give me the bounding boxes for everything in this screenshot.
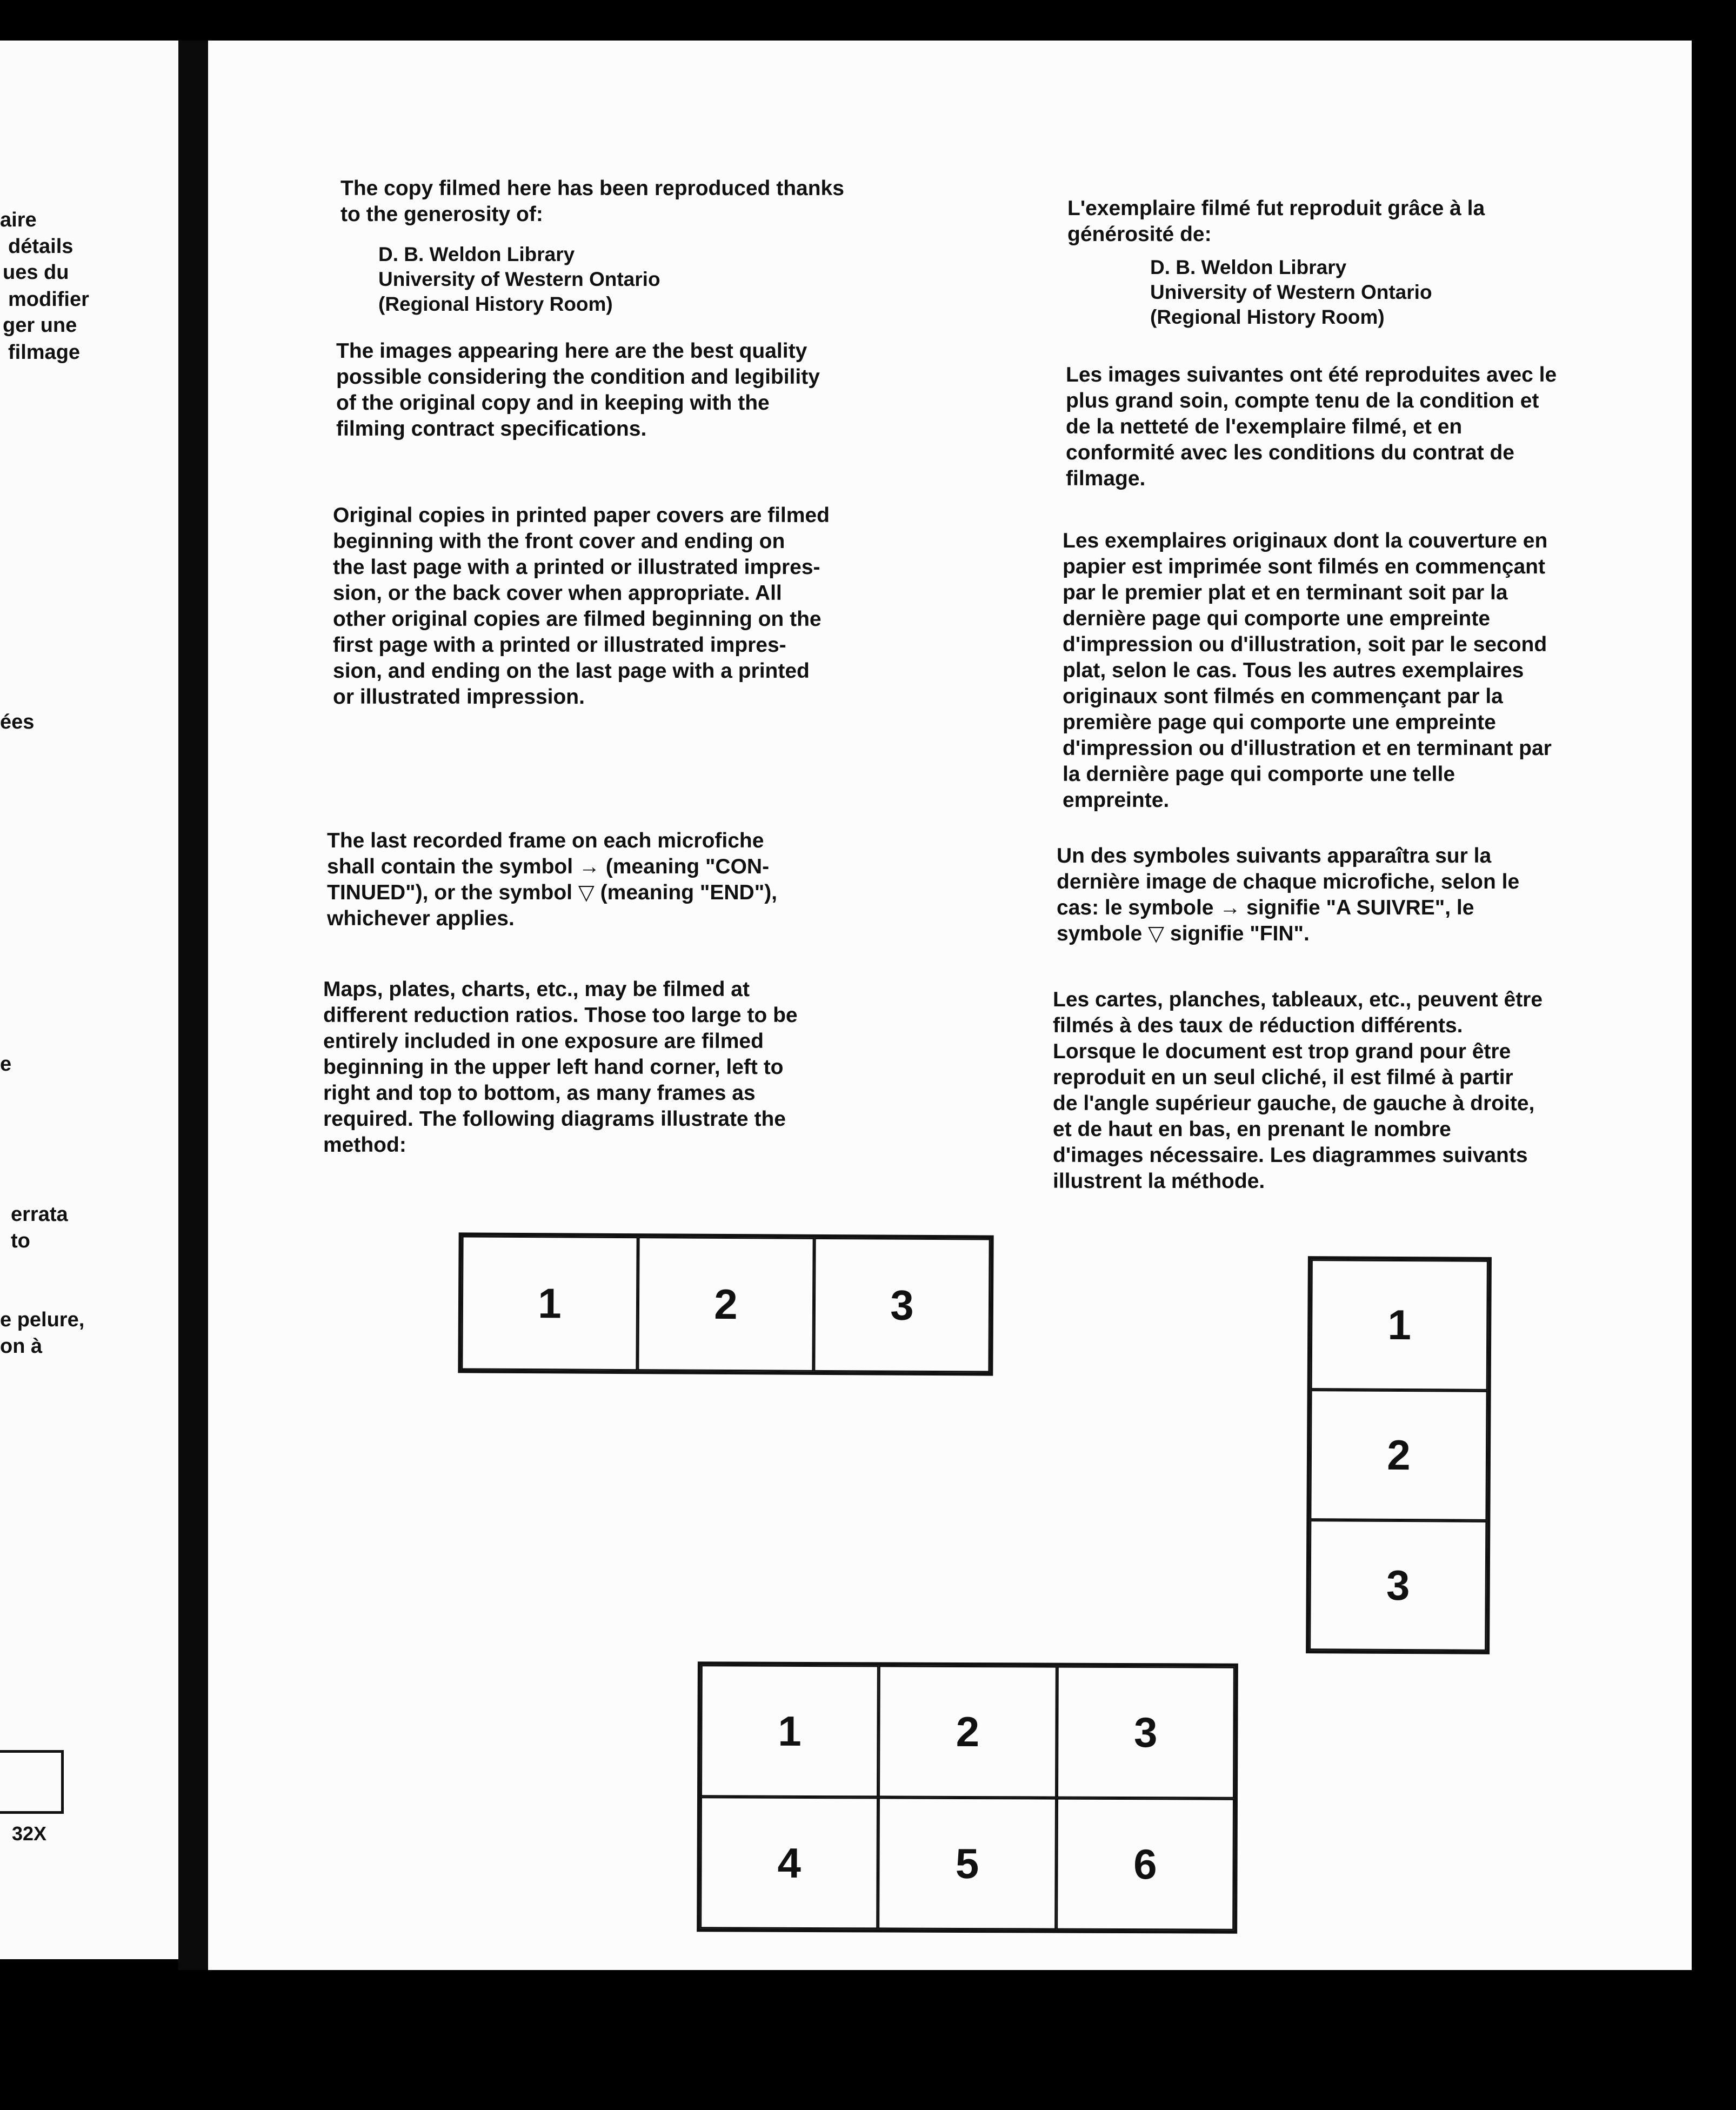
french-symbols-paragraph: Un des symboles suivants apparaîtra sur la dernière image de chaque microfiche, selon le cas: le symbole → signifie "A SUIVRE", le symbole ▽ signifie "FIN". bbox=[1057, 844, 1520, 945]
french-quality-paragraph: Les images suivantes ont été reproduites avec le plus grand soin, compte tenu de la condition et de la netteté de l'exemplaire filmé, et en conformité avec les conditions du contrat de filmage. bbox=[1066, 363, 1557, 490]
frame-cell: 2 bbox=[637, 1237, 814, 1372]
left-fragment: on à bbox=[0, 1335, 43, 1358]
frame-cell: 2 bbox=[878, 1665, 1057, 1798]
frame-cell: 4 bbox=[700, 1797, 878, 1929]
frame-cell: 3 bbox=[1309, 1520, 1487, 1651]
left-fragment: e bbox=[0, 1053, 12, 1076]
french-covers-paragraph: Les exemplaires originaux dont la couverture en papier est imprimée sont filmés en commençant par le premier plat et en terminant soit par la dernière page qui comporte une empreinte d'impression ou d'illustration, soit par le second plat, selon le cas. Tous les autres exemplaires originaux sont filmés en commençant par la première page qui comporte une empreinte d'impression ou d'illustration et en terminant par la dernière page qui comporte une telle empreinte. bbox=[1063, 529, 1552, 812]
left-fragment: errata bbox=[11, 1203, 68, 1226]
english-symbols-paragraph: The last recorded frame on each microfiche shall contain the symbol → (meaning "CON- TINUED"), or the symbol ▽ (meaning "END"), whichever applies. bbox=[327, 829, 778, 930]
left-fragment: e pelure, bbox=[0, 1308, 85, 1331]
vertical-frames-diagram bbox=[1306, 1256, 1492, 1654]
left-fragment: filmage bbox=[8, 341, 81, 364]
french-address: D. B. Weldon Library University of Western Ontario (Regional History Room) bbox=[1150, 256, 1432, 328]
english-intro: The copy filmed here has been reproduced thanks to the generosity of: bbox=[340, 177, 844, 226]
frame-cell: 3 bbox=[1057, 1666, 1235, 1799]
left-fragment: ées bbox=[0, 711, 35, 733]
page-gutter bbox=[178, 41, 208, 1970]
frame-cell: 6 bbox=[1056, 1798, 1234, 1931]
french-maps-paragraph: Les cartes, planches, tableaux, etc., peuvent être filmés à des taux de réduction différents. Lorsque le document est trop grand pour être reproduit en un seul cliché, il est filmé à partir de l'angle supérieur gauche, de gauche à droite, et de haut en bas, en prenant le nombre d'images nécessaire. Les diagrammes suivants illustrent la méthode. bbox=[1053, 988, 1543, 1193]
horizontal-frames-diagram bbox=[458, 1232, 993, 1375]
frame-cell: 2 bbox=[1310, 1390, 1487, 1521]
left-fragment: détails bbox=[8, 235, 74, 258]
left-fragment: ues du bbox=[3, 261, 69, 284]
frame-cell: 5 bbox=[878, 1797, 1056, 1929]
left-fragment: aire bbox=[0, 209, 37, 231]
left-fragment: modifier bbox=[8, 288, 89, 311]
french-intro: L'exemplaire filmé fut reproduit grâce à la générosité de: bbox=[1067, 197, 1485, 246]
frame-cell: 1 bbox=[1311, 1259, 1488, 1391]
english-quality-paragraph: The images appearing here are the best quality possible considering the condition and legibility of the original copy and in keeping with the filming contract specifications. bbox=[336, 339, 820, 440]
frame-cell: 3 bbox=[813, 1238, 990, 1373]
left-fragment: to bbox=[11, 1230, 30, 1252]
left-fragment: ger une bbox=[3, 314, 77, 337]
english-covers-paragraph: Original copies in printed paper covers are filmed beginning with the front cover and ending on the last page with a printed or illustrated impres- sion, or the back cover when appropriate. All other original copies are filmed beginning on the first page with a printed or illustrated impres- sion, and ending on the last page with a printed or illustrated impression. bbox=[333, 504, 830, 709]
english-address: D. B. Weldon Library University of Western Ontario (Regional History Room) bbox=[378, 243, 660, 315]
reduction-box bbox=[0, 1750, 64, 1814]
grid-frames-diagram bbox=[697, 1661, 1238, 1933]
frame-cell: 1 bbox=[700, 1665, 879, 1797]
english-maps-paragraph: Maps, plates, charts, etc., may be filmed at different reduction ratios. Those too large to be entirely included in one exposure are filmed beginning in the upper left hand corner, left to right and top to bottom, as many frames as required. The following diagrams illustrate the method: bbox=[323, 978, 798, 1157]
reduction-label: 32X bbox=[12, 1822, 47, 1845]
frame-cell: 1 bbox=[461, 1236, 638, 1371]
